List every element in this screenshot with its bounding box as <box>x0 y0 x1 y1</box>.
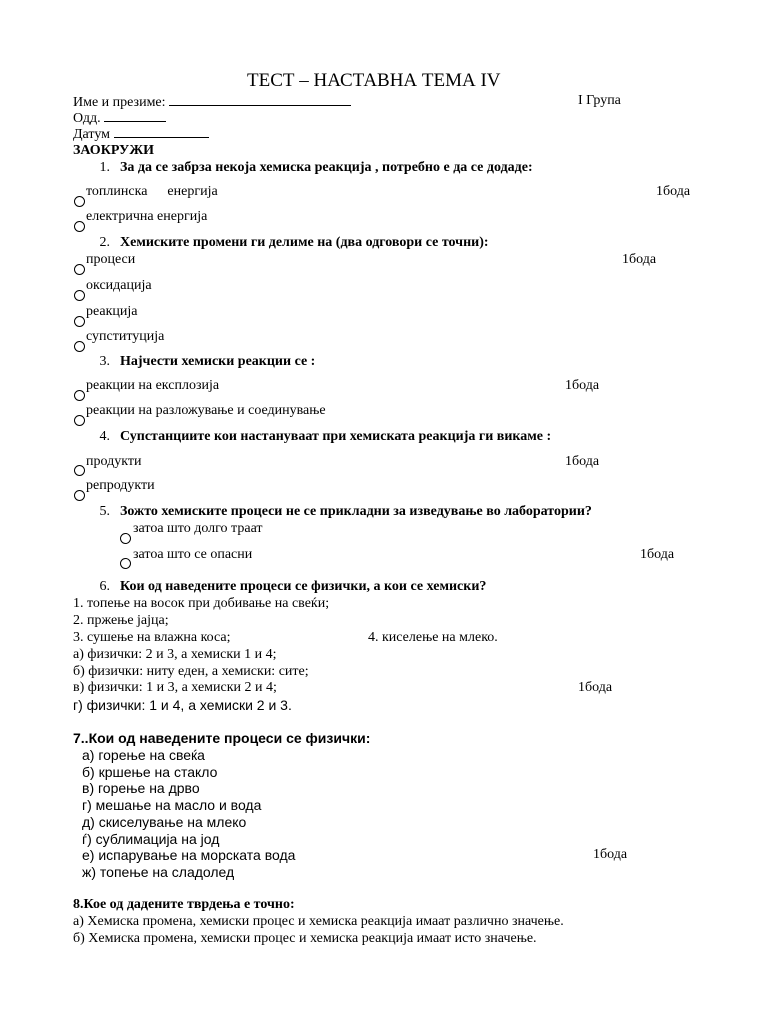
q1-option-2: електрична енергија <box>86 209 208 224</box>
class-blank[interactable] <box>104 109 166 122</box>
question-text: Зожто хемиските процеси не се прикладни за изведување во лаборатории? <box>120 504 592 519</box>
q8-option-b[interactable]: б) Хемиска промена, хемиски процес и хемиска реакција имаат исто значење. <box>73 931 537 946</box>
name-label: Име и презиме: <box>73 95 166 110</box>
question-7: 7..Кои од наведените процеси се физички: <box>73 730 371 746</box>
date-blank[interactable] <box>114 125 209 138</box>
q7-option-zh[interactable]: ж) топење на сладолед <box>82 864 235 880</box>
q7-option-d[interactable]: д) скиселување на млеко <box>82 814 247 830</box>
q6-answer-a[interactable]: а) физички: 2 и 3, а хемиски 1 и 4; <box>73 647 277 662</box>
q1-points: 1бода <box>656 184 691 199</box>
q2-option-1-radio[interactable] <box>74 264 85 275</box>
q7-option-g[interactable]: г) мешање на масло и вода <box>82 797 262 813</box>
q6-item-2: 2. пржење јајца; <box>73 613 169 628</box>
q4-points: 1бода <box>565 454 600 469</box>
option-label: топлинска <box>86 184 148 199</box>
q3-option-2-radio[interactable] <box>74 415 85 426</box>
q6-item-1: 1. топење на восок при добивање на свеќи; <box>73 596 330 611</box>
q7-option-v[interactable]: в) горење на дрво <box>82 780 200 796</box>
question-number: 4. <box>99 429 110 444</box>
q4-option-1: продукти <box>86 454 142 469</box>
q7-option-a[interactable]: а) горење на свеќа <box>82 747 205 763</box>
q5-option-1-radio[interactable] <box>120 533 131 544</box>
q1-option-1-radio[interactable] <box>74 196 85 207</box>
question-number: 5. <box>99 504 110 519</box>
q6-answer-g[interactable]: г) физички: 1 и 4, а хемиски 2 и 3. <box>73 697 292 713</box>
question-8: 8.Кое од дадените тврдења е точно: <box>73 897 295 912</box>
q2-option-4-radio[interactable] <box>74 341 85 352</box>
q6-item-3: 3. сушење на влажна коса; <box>73 630 231 645</box>
q7-option-e[interactable]: е) испарување на морската вода <box>82 847 296 863</box>
q3-option-1: реакции на експлозија <box>86 378 220 393</box>
q2-option-4: супституција <box>86 329 165 344</box>
q1-option-1 <box>86 184 218 200</box>
q3-points: 1бода <box>565 378 600 393</box>
question-6 <box>88 579 486 595</box>
q5-points: 1бода <box>640 547 675 562</box>
q2-option-2: оксидација <box>86 278 152 293</box>
question-3 <box>88 354 315 370</box>
class-label: Одд. <box>73 111 101 126</box>
q6-points: 1бода <box>578 680 613 695</box>
question-number: 3. <box>99 354 110 369</box>
question-text: Кои од наведените процеси се физички, а кои се хемиски? <box>120 579 487 594</box>
q6-answer-v[interactable]: в) физички: 1 и 3, а хемиски 2 и 4; <box>73 680 277 695</box>
question-number: 6. <box>99 579 110 594</box>
question-1 <box>88 160 533 176</box>
q2-option-3: реакција <box>86 304 138 319</box>
group-label: I Група <box>578 93 621 108</box>
q4-option-2-radio[interactable] <box>74 490 85 501</box>
name-blank[interactable] <box>169 93 351 106</box>
q6-item-4: 4. киселење на млеко. <box>368 630 498 645</box>
q2-option-2-radio[interactable] <box>74 290 85 301</box>
question-text: Најчести хемиски реакции се : <box>120 354 316 369</box>
q7-option-gj[interactable]: ѓ) сублимација на јод <box>82 831 220 847</box>
question-number: 2. <box>99 235 110 250</box>
question-text: Супстанциите кои настануваат при хемиската реакција ги викаме : <box>120 429 552 444</box>
page-title: ТЕСТ – НАСТАВНА ТЕМА IV <box>247 70 501 91</box>
question-4 <box>88 429 551 445</box>
q8-option-a[interactable]: а) Хемиска промена, хемиски процес и хемиска реакција имаат различно значење. <box>73 914 564 929</box>
question-text: За да се забрза некоја хемиска реакција , потребно е да се додаде: <box>120 160 533 175</box>
question-2 <box>88 235 489 251</box>
question-number: 1. <box>99 160 110 175</box>
q3-option-1-radio[interactable] <box>74 390 85 401</box>
q4-option-2: репродукти <box>86 478 155 493</box>
q1-option-2-radio[interactable] <box>74 221 85 232</box>
date-label: Датум <box>73 127 111 142</box>
q7-points: 1бода <box>593 847 628 862</box>
question-text: Хемиските промени ги делиме на (два одговори се точни): <box>120 235 489 250</box>
q4-option-1-radio[interactable] <box>74 465 85 476</box>
option-label: енергија <box>167 184 218 199</box>
instruction: ЗАОКРУЖИ <box>73 143 155 158</box>
q2-option-3-radio[interactable] <box>74 316 85 327</box>
q5-option-2-radio[interactable] <box>120 558 131 569</box>
q6-answer-b[interactable]: б) физички: ниту еден, а хемиски: сите; <box>73 664 309 679</box>
date-field <box>73 125 209 143</box>
q5-option-2: затоа што се опасни <box>133 547 253 562</box>
q7-option-b[interactable]: б) кршење на стакло <box>82 764 218 780</box>
q2-option-1: процеси <box>86 252 136 267</box>
q3-option-2: реакции на разложување и соединување <box>86 403 326 418</box>
question-5 <box>88 504 592 520</box>
q5-option-1: затоа што долго траат <box>133 521 263 536</box>
q2-points: 1бода <box>622 252 657 267</box>
